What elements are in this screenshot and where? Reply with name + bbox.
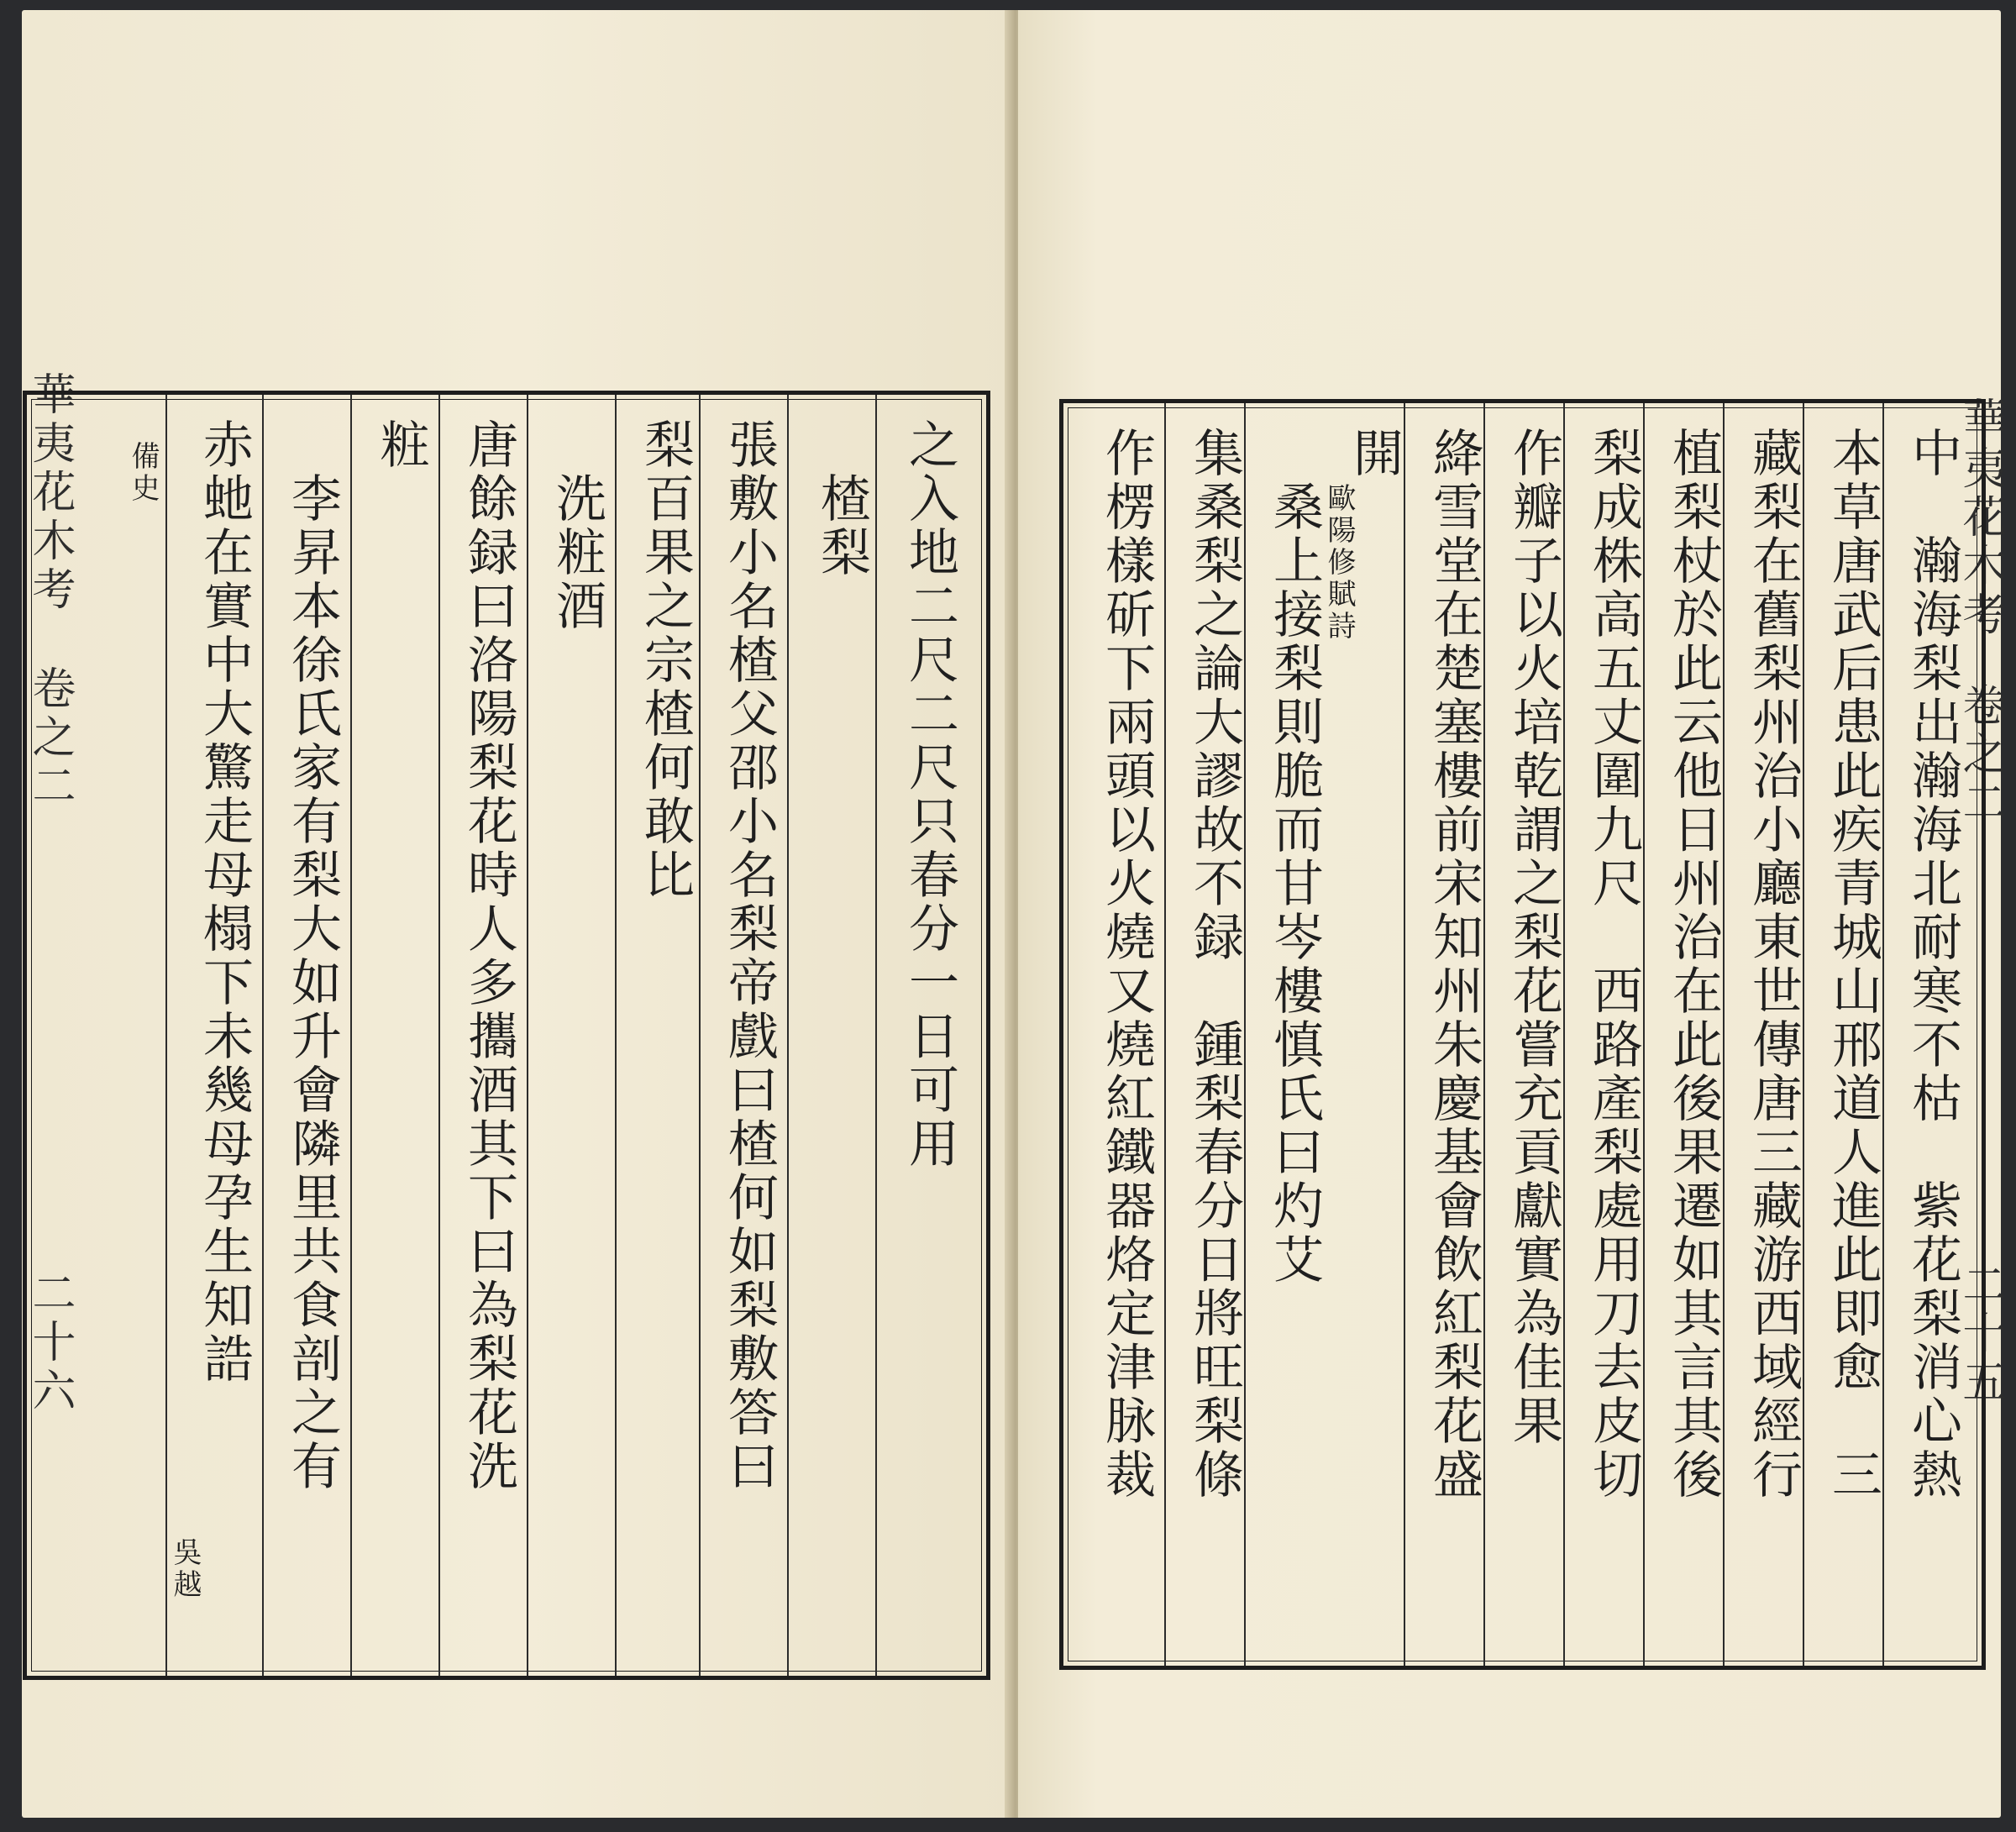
text-column: 楂梨 bbox=[812, 418, 871, 580]
text-column: 絳雪堂在楚塞樓前宋知州朱慶基會飲紅梨花盛 bbox=[1425, 427, 1483, 1502]
right-page bbox=[1018, 10, 2005, 1818]
text-column: 植梨杖於此云他日州治在此後果遷如其言其後 bbox=[1664, 427, 1723, 1502]
text-column: 作瓣子以火培乾謂之梨花嘗充貢獻實為佳果 bbox=[1504, 427, 1563, 1448]
left-margin-folio: 二十六 bbox=[24, 1270, 75, 1416]
text-column: 集桑梨之論大謬故不録 鍾梨春分日將旺梨條 bbox=[1185, 427, 1244, 1502]
text-column: 張敷小名楂父邵小名梨帝戲曰楂何如梨敷答曰 bbox=[720, 418, 779, 1493]
text-column: 赤虵在實中大驚走母榻下未幾母孕生知誥 bbox=[195, 418, 254, 1386]
text-column: 桑上接梨則脆而甘岑樓慎氏曰灼艾 bbox=[1265, 427, 1324, 1287]
text-column: 作楞樣斫下兩頭以火燒又燒紅鐵器烙定津脉裁 bbox=[1097, 427, 1156, 1502]
left-page bbox=[22, 10, 1013, 1818]
left-text-frame bbox=[23, 391, 990, 1680]
text-column: 粧 bbox=[371, 418, 430, 472]
text-column: 中 瀚海梨出瀚海北耐寒不枯 紫花梨消心熱 bbox=[1903, 427, 1962, 1502]
left-margin-juan: 卷之二 bbox=[24, 665, 75, 811]
small-note: 備史 bbox=[126, 441, 160, 505]
left-margin-title: 華夷花木考 bbox=[24, 371, 75, 615]
text-column: 唐餘録曰洛陽梨花時人多攜酒其下曰為梨花洗 bbox=[459, 418, 518, 1493]
right-text-frame bbox=[1059, 399, 1986, 1670]
right-margin-title: 華夷花木考 bbox=[1955, 396, 2005, 640]
text-column: 開 bbox=[1345, 427, 1404, 480]
text-column: 藏梨在舊梨州治小廳東世傳唐三藏游西域經行 bbox=[1744, 427, 1803, 1502]
right-margin-folio: 二十五 bbox=[1955, 1262, 2005, 1408]
text-column: 之入地二尺二尺只春分一日可用 bbox=[900, 418, 959, 1171]
text-column: 梨成株高五丈圍九尺 西路產梨處用刀去皮切 bbox=[1584, 427, 1643, 1502]
right-margin-juan: 卷之二 bbox=[1955, 682, 2005, 828]
small-note: 歐陽修賦詩 bbox=[1322, 483, 1356, 643]
text-column: 洗粧酒 bbox=[548, 418, 606, 633]
text-column: 本草唐武后患此疾青城山邢道人進此即愈 三 bbox=[1824, 427, 1882, 1502]
text-column: 梨百果之宗楂何敢比 bbox=[636, 418, 695, 902]
small-note: 吳越 bbox=[168, 1537, 202, 1601]
text-column: 李昇本徐氏家有梨大如升會隣里共食剖之有 bbox=[283, 418, 342, 1493]
